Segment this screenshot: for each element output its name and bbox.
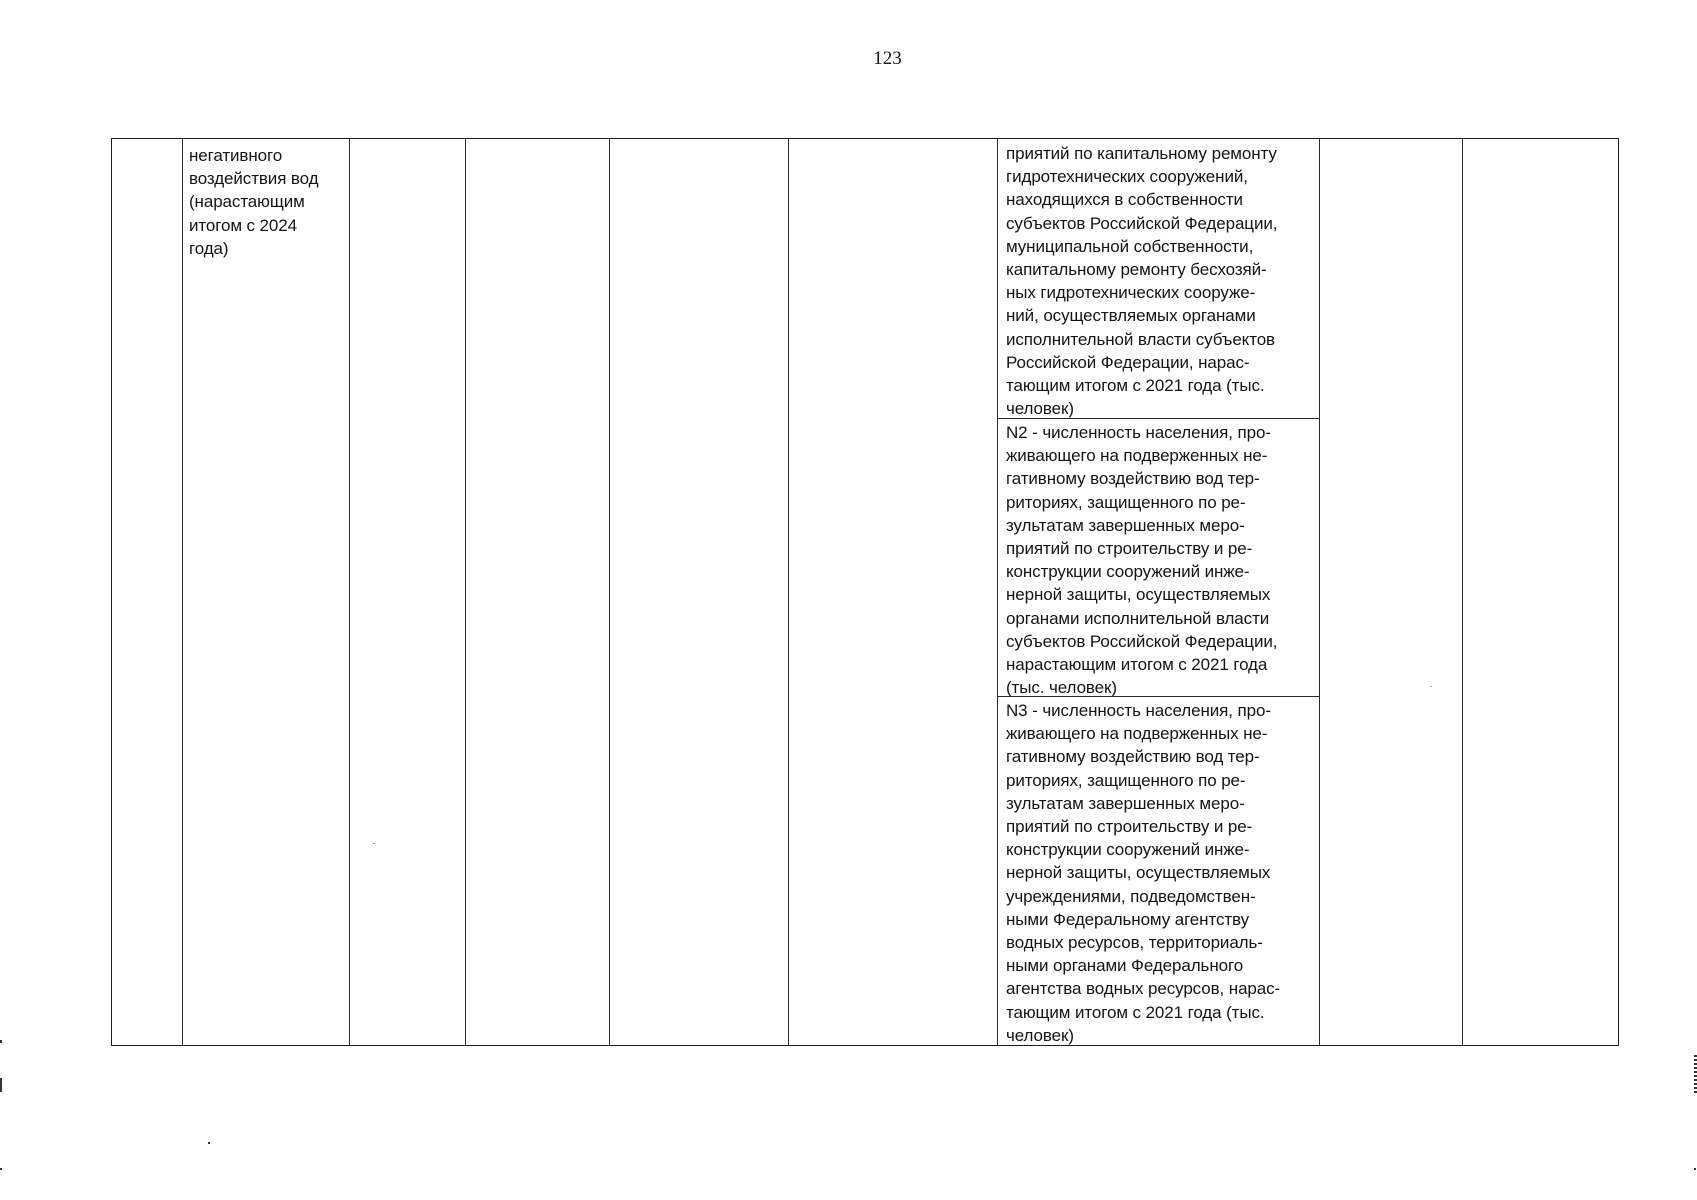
- data-table: [111, 138, 1619, 1046]
- scan-speck: [208, 1142, 210, 1144]
- column-divider: [609, 139, 610, 1045]
- indicator-name-cell: негативного воздействия вод (нарастающим итогом с 2024 года): [189, 146, 319, 258]
- formula-description-n2: N2 - численность населения, про- живающего на подверженных не- гативному воздействию вод тер- риториях, защищенного по ре- зультатам завершенных меро- приятий по строительству и ре- конструкции сооружений инже- нерной защиты, осуществляемых органами исполнительной власти субъектов Российской Федерации, нарастающим итогом с 2021 года (тыс. человек): [1006, 423, 1278, 698]
- scan-speck: [1430, 686, 1432, 687]
- column-divider: [1319, 139, 1320, 1045]
- column-divider: [349, 139, 350, 1045]
- column-divider: [1462, 139, 1463, 1045]
- column-divider: [182, 139, 183, 1045]
- column-divider: [788, 139, 789, 1045]
- edge-mark-left: [0, 1040, 2, 1043]
- column-divider: [997, 139, 998, 1045]
- edge-mark-right: [1694, 1168, 1696, 1170]
- edge-mark-left: [0, 1078, 2, 1092]
- scan-speck: [373, 843, 375, 844]
- formula-description-n3: N3 - численность населения, про- живающего на подверженных не- гативному воздействию вод тер- риториях, защищенного по ре- зультатам завершенных меро- приятий по строительству и ре- конструкции сооружений инже- нерной защиты, осуществляемых учреждениями, подведомствен- ными Федеральному агентству водных ресурсов, территориаль- ными органами Федерального агентства водных ресурсов, нарас- тающим итогом с 2021 года (тыс. человек): [1006, 701, 1281, 1045]
- column-divider: [465, 139, 466, 1045]
- page-number: 123: [873, 48, 902, 69]
- edge-mark-left: [0, 1168, 2, 1170]
- formula-description-n1: приятий по капитальному ремонту гидротехнических сооружений, находящихся в собственности субъектов Российской Федерации, муниципальной собственности, капитальному ремонту бесхозяй- ных гидротехнических сооруже- ний, осуществляемых органами исполнительной власти субъектов Российской Федерации, нарас- тающим итогом с 2021 года (тыс. человек): [1006, 144, 1278, 419]
